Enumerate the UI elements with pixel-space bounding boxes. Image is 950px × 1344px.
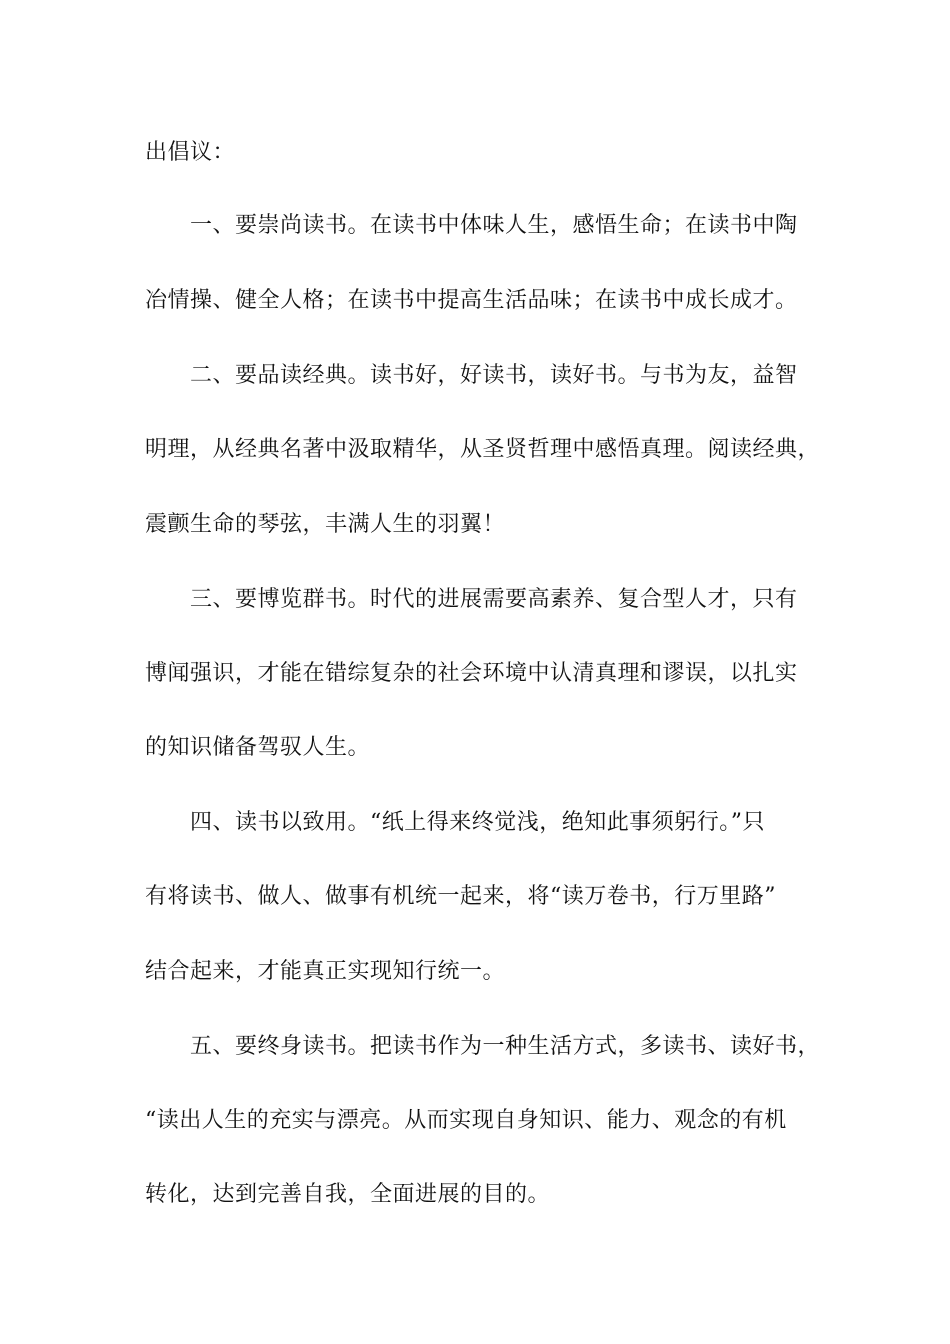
text-line: 三、要博览群书。时代的进展需要高素养、复合型人才，只有 bbox=[190, 587, 798, 612]
text-line: “读出人生的充实与漂亮。从而实现自身知识、能力、观念的有机 bbox=[145, 1108, 787, 1133]
text-line: 震颤生命的琴弦，丰满人生的羽翼！ bbox=[145, 512, 506, 537]
text-line: 转化，达到完善自我，全面进展的目的。 bbox=[145, 1182, 551, 1207]
text-line: 博闻强识，才能在错综复杂的社会环境中认清真理和谬误，以扎实 bbox=[145, 661, 798, 686]
text-line: 二、要品读经典。读书好，好读书，读好书。与书为友，益智 bbox=[190, 363, 798, 388]
text-line: 一、要崇尚读书。在读书中体味人生，感悟生命；在读书中陶 bbox=[190, 213, 798, 238]
text-line: 四、读书以致用。“纸上得来终觉浅，绝知此事须躬行。”只 bbox=[190, 810, 765, 835]
text-line: 出倡议： bbox=[145, 140, 236, 165]
text-line: 结合起来，才能真正实现知行统一。 bbox=[145, 959, 506, 984]
text-line: 的知识储备驾驭人生。 bbox=[145, 735, 371, 760]
text-line: 明理，从经典名著中汲取精华，从圣贤哲理中感悟真理。阅读经典， bbox=[145, 437, 821, 462]
text-line: 五、要终身读书。把读书作为一种生活方式，多读书、读好书， bbox=[190, 1034, 821, 1059]
text-line: 有将读书、做人、做事有机统一起来，将“读万卷书，行万里路” bbox=[145, 884, 776, 909]
text-line: 冶情操、健全人格；在读书中提高生活品味；在读书中成长成才。 bbox=[145, 288, 798, 313]
